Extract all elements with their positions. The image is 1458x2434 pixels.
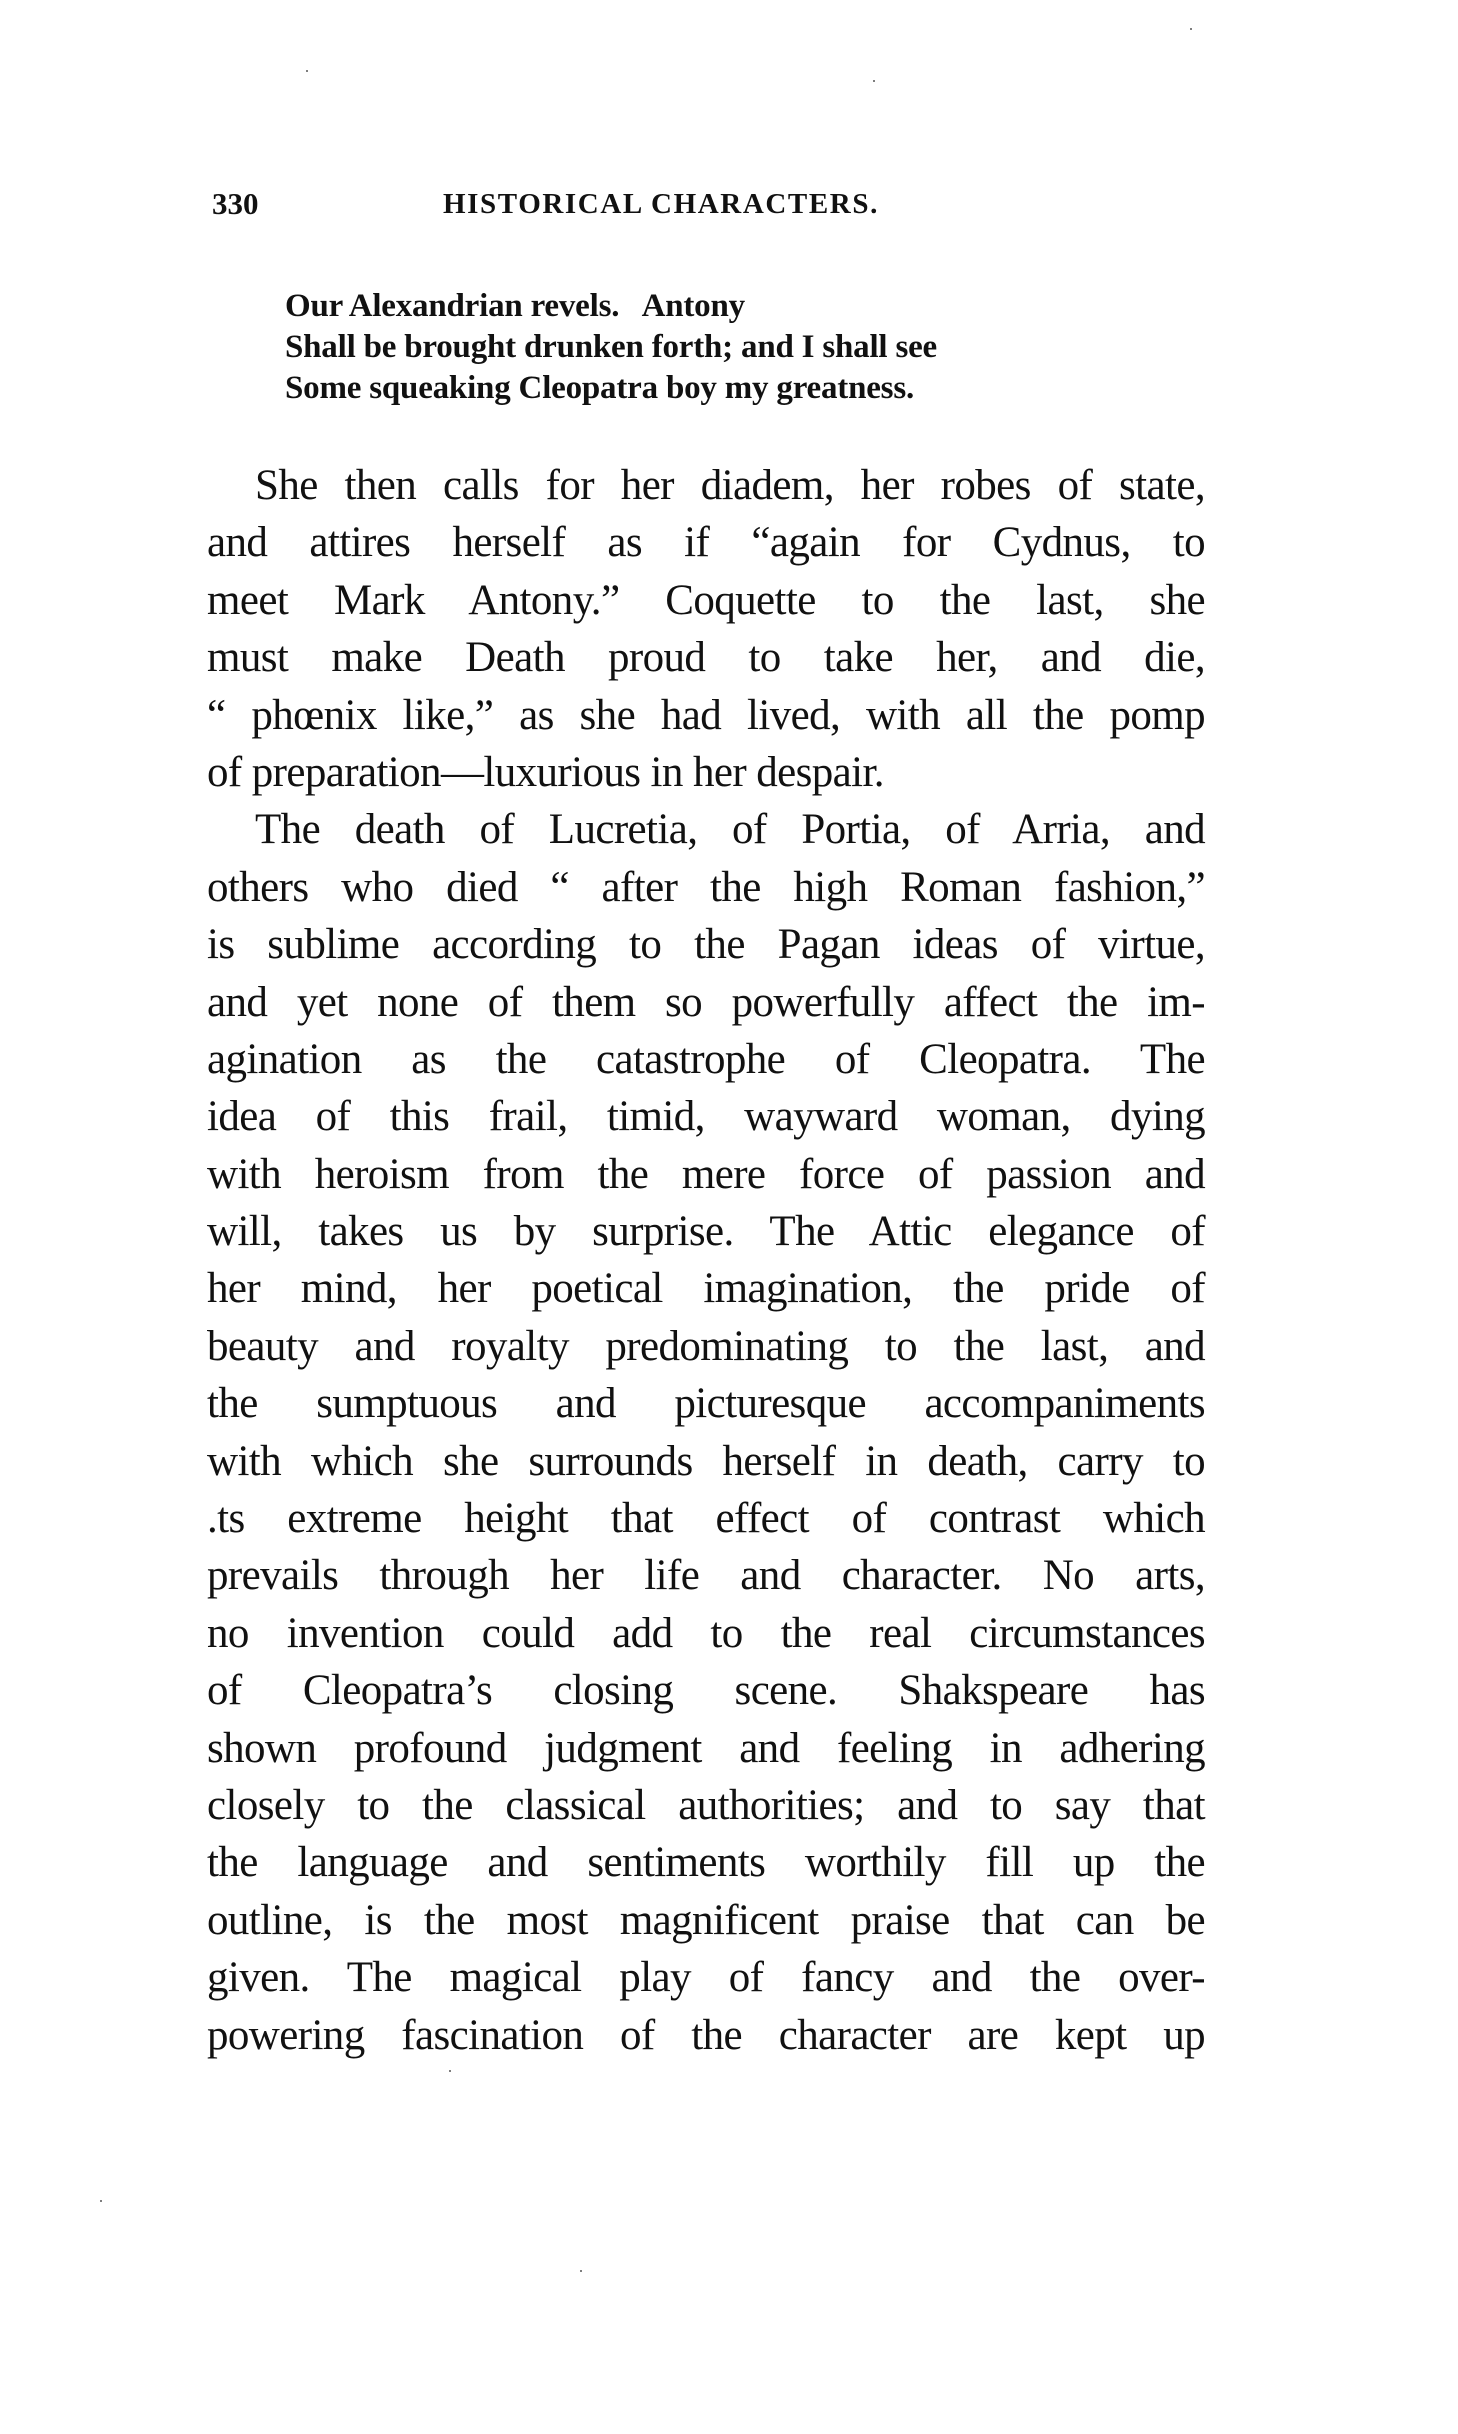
paragraph-line: agination as the catastrophe of Cleopatra. The — [207, 1035, 1205, 1083]
verse-quotation — [285, 286, 1185, 409]
paragraph-line: .ts extreme height that effect of contrast which — [207, 1495, 1205, 1543]
paragraph-line: must make Death proud to take her, and die, — [207, 634, 1205, 682]
scan-speck — [306, 70, 308, 72]
paragraph-line: the language and sentiments worthily fill up the — [207, 1839, 1205, 1887]
paragraph-line: shown profound judgment and feeling in adhering — [207, 1724, 1205, 1772]
paragraph-line: closely to the classical authorities; and to say that — [207, 1781, 1205, 1829]
paragraph-line: prevails through her life and character. No arts, — [207, 1552, 1205, 1600]
paragraph-line: beauty and royalty predominating to the last, and — [207, 1322, 1205, 1370]
paragraph-line: will, takes us by surprise. The Attic elegance of — [207, 1208, 1205, 1256]
paragraph-line: the sumptuous and picturesque accompaniments — [207, 1380, 1205, 1428]
paragraph-line: “ phœnix like,” as she had lived, with all the pomp — [207, 691, 1205, 739]
scan-speck — [580, 2270, 582, 2272]
paragraph-line: of preparation—luxurious in her despair. — [207, 748, 884, 796]
running-head — [212, 187, 982, 221]
paragraph-line: given. The magical play of fancy and the over- — [207, 1954, 1205, 2002]
paragraph-line: and yet none of them so powerfully affect the im- — [207, 978, 1205, 1026]
scan-speck — [1190, 28, 1192, 30]
scan-speck — [449, 2070, 451, 2072]
paragraph-line: and attires herself as if “again for Cydnus, to — [207, 519, 1205, 567]
scan-speck — [873, 80, 875, 82]
paragraph-line: with which she surrounds herself in death, carry to — [207, 1437, 1205, 1485]
verse-line: Shall be brought drunken forth; and I shall see — [285, 329, 937, 365]
paragraph-line: meet Mark Antony.” Coquette to the last, she — [207, 576, 1205, 624]
body-text — [207, 457, 1205, 2064]
paragraph-line: is sublime according to the Pagan ideas of virtue, — [207, 921, 1205, 969]
scan-speck — [100, 2200, 102, 2202]
paragraph-line: powering fascination of the character are kept up — [207, 2011, 1205, 2059]
paragraph-line: no invention could add to the real circumstances — [207, 1609, 1205, 1657]
paragraph-line: others who died “ after the high Roman fashion,” — [207, 863, 1205, 911]
paragraph-line: The death of Lucretia, of Portia, of Arria, and — [255, 806, 1205, 854]
verse-line: Our Alexandrian revels. Antony — [285, 288, 745, 324]
running-title: HISTORICAL CHARACTERS. — [443, 188, 879, 220]
paragraph-line: her mind, her poetical imagination, the pride of — [207, 1265, 1205, 1313]
paragraph-line: outline, is the most magnificent praise that can be — [207, 1896, 1205, 1944]
paragraph-line: with heroism from the mere force of passion and — [207, 1150, 1205, 1198]
paragraph-line: of Cleopatra’s closing scene. Shakspeare has — [207, 1667, 1205, 1715]
paragraph-line: She then calls for her diadem, her robes of state, — [255, 462, 1205, 509]
paragraph-line: idea of this frail, timid, wayward woman, dying — [207, 1093, 1205, 1141]
page-number: 330 — [212, 186, 259, 221]
verse-line: Some squeaking Cleopatra boy my greatness. — [285, 370, 915, 406]
